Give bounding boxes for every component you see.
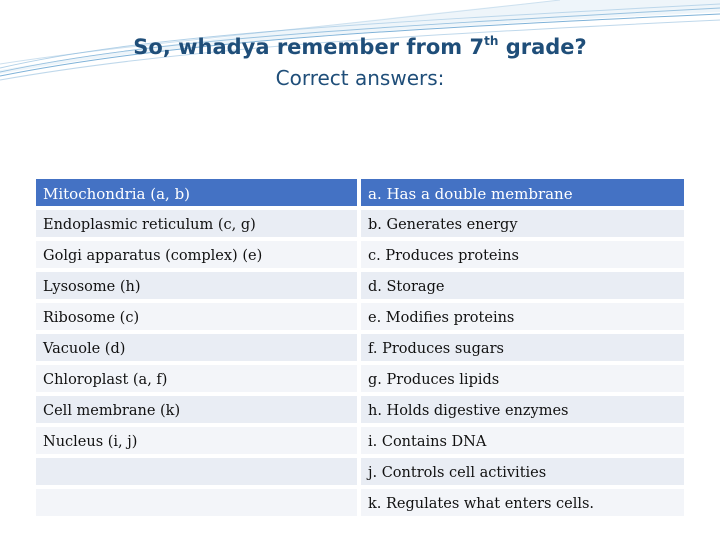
table-row (36, 272, 684, 303)
organelle-cell (36, 489, 357, 520)
title-line-1 (0, 26, 720, 62)
function-cell: c. Produces proteins (357, 241, 684, 272)
organelle-cell (36, 458, 357, 489)
title-line-2: Correct answers: (275, 66, 445, 90)
title-superscript: th (484, 34, 499, 48)
table-row (36, 396, 684, 427)
organelle-cell: Golgi apparatus (complex) (e) (36, 241, 357, 272)
organelle-cell: Cell membrane (k) (36, 396, 357, 427)
function-cell: h. Holds digestive enzymes (357, 396, 684, 427)
table-row (36, 458, 684, 489)
table-row (36, 489, 684, 520)
function-cell: b. Generates energy (357, 210, 684, 241)
answers-table (36, 179, 684, 520)
table-row (36, 334, 684, 365)
function-cell: j. Controls cell activities (357, 458, 684, 489)
table-row (36, 241, 684, 272)
organelle-cell: Vacuole (d) (36, 334, 357, 365)
table-row (36, 210, 684, 241)
organelle-cell: Chloroplast (a, f) (36, 365, 357, 396)
function-cell: i. Contains DNA (357, 427, 684, 458)
function-cell: e. Modifies proteins (357, 303, 684, 334)
organelle-cell: Lysosome (h) (36, 272, 357, 303)
table-row (36, 179, 684, 210)
function-cell: f. Produces sugars (357, 334, 684, 365)
function-cell: k. Regulates what enters cells. (357, 489, 684, 520)
table-row (36, 427, 684, 458)
organelle-cell: Mitochondria (a, b) (36, 179, 357, 210)
function-cell: a. Has a double membrane (357, 179, 684, 210)
title-suffix: grade? (498, 35, 587, 59)
function-cell: d. Storage (357, 272, 684, 303)
table-row (36, 365, 684, 396)
title-prefix: So, whadya remember from 7 (133, 35, 485, 59)
organelle-cell: Ribosome (c) (36, 303, 357, 334)
slide-title (0, 26, 720, 94)
table-row (36, 303, 684, 334)
function-cell: g. Produces lipids (357, 365, 684, 396)
organelle-cell: Endoplasmic reticulum (c, g) (36, 210, 357, 241)
organelle-cell: Nucleus (i, j) (36, 427, 357, 458)
